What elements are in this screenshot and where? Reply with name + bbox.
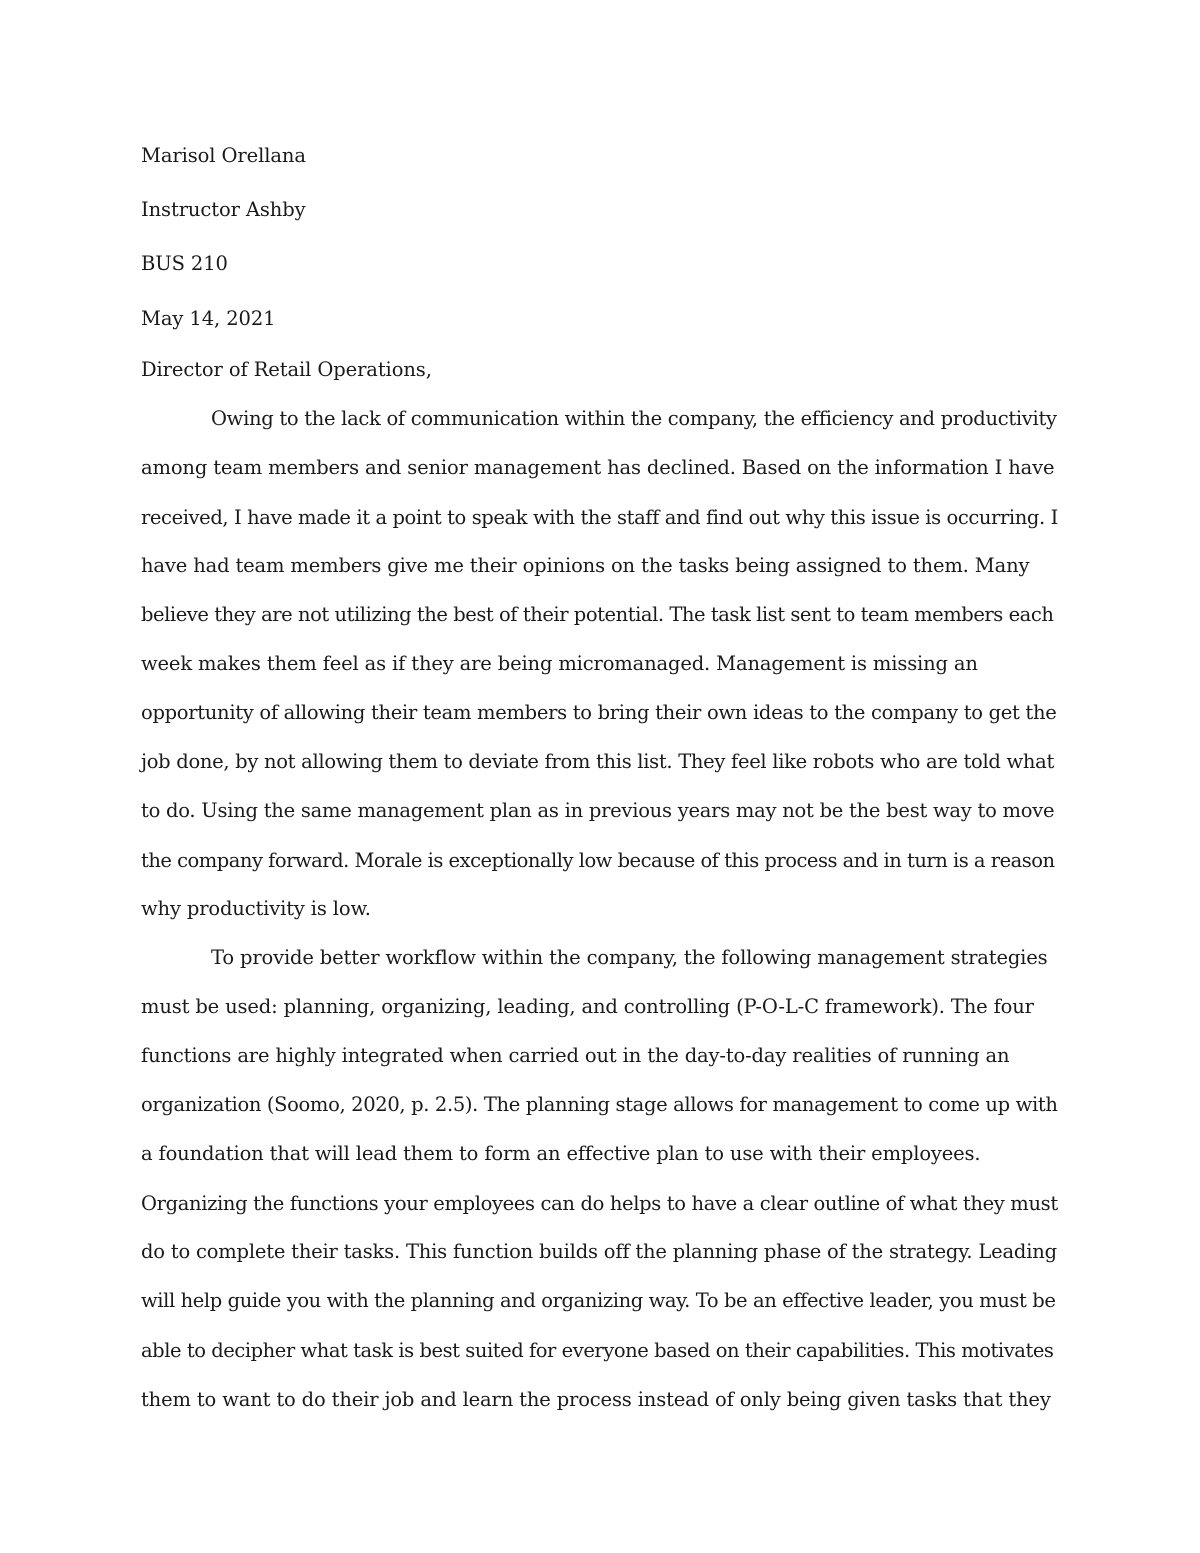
paragraph-1-line: to do. Using the same management plan as in previous years may not be the best way to move [141,799,1055,822]
paragraph-2-line: will help guide you with the planning and organizing way. To be an effective leader, you must be [141,1289,1056,1312]
paragraph-2-line: organization (Soomo, 2020, p. 2.5). The planning stage allows for management to come up with [141,1093,1058,1116]
document-date: May 14, 2021 [141,307,276,330]
paragraph-1-line: the company forward. Morale is exceptionally low because of this process and in turn is a reason [141,849,1055,872]
paragraph-1-line: believe they are not utilizing the best of their potential. The task list sent to team members each [141,603,1054,626]
paragraph-1-line: among team members and senior management has declined. Based on the information I have [141,456,1055,479]
author-name: Marisol Orellana [141,144,306,167]
paragraph-1-line: week makes them feel as if they are being micromanaged. Management is missing an [141,652,978,675]
course-code: BUS 210 [141,252,228,275]
paragraph-2-line: must be used: planning, organizing, leading, and controlling (P-O-L-C framework). The four [141,995,1034,1018]
salutation: Director of Retail Operations, [141,358,432,381]
paragraph-2-line: functions are highly integrated when carried out in the day-to-day realities of running an [141,1044,1010,1067]
paragraph-2-line: do to complete their tasks. This function builds off the planning phase of the strategy. Leading [141,1240,1057,1263]
paragraph-2-line: Organizing the functions your employees can do helps to have a clear outline of what they must [141,1192,1058,1215]
paragraph-1-line: opportunity of allowing their team members to bring their own ideas to the company to get the [141,701,1057,724]
paragraph-2-line: a foundation that will lead them to form an effective plan to use with their employees. [141,1142,981,1165]
paragraph-1-line: Owing to the lack of communication within the company, the efficiency and productivity [211,407,1057,430]
paragraph-1-line: received, I have made it a point to speak with the staff and find out why this issue is occurring. I [141,506,1058,529]
paragraph-2-line: able to decipher what task is best suited for everyone based on their capabilities. This motivates [141,1339,1054,1362]
paragraph-1-line: why productivity is low. [141,897,371,920]
paragraph-1-line: have had team members give me their opinions on the tasks being assigned to them. Many [141,554,1030,577]
paragraph-2-line: To provide better workflow within the company, the following management strategies [211,946,1048,969]
paragraph-1-line: job done, by not allowing them to deviate from this list. They feel like robots who are told what [141,750,1055,773]
instructor-name: Instructor Ashby [141,198,306,221]
paragraph-2-line: them to want to do their job and learn the process instead of only being given tasks that they [141,1388,1051,1411]
